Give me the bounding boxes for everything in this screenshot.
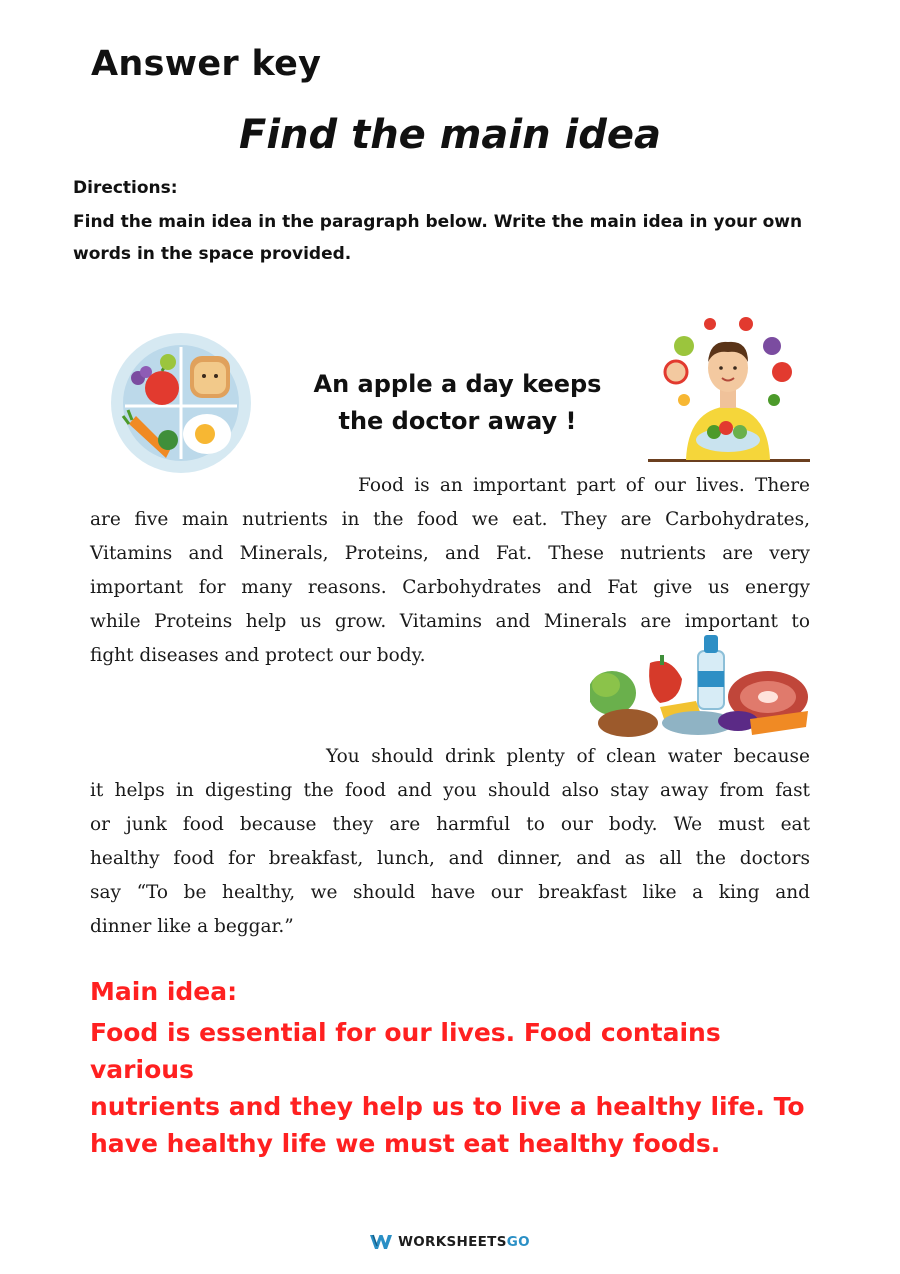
directions-label: Directions:	[73, 178, 178, 198]
directions-text: Find the main idea in the paragraph below. Write the main idea in your own words in the space provided.	[73, 212, 803, 264]
paragraph-2-line: it helps in digesting the food and you should also stay away from fast	[90, 780, 810, 801]
paragraph-1-line: fight diseases and protect our body.	[90, 645, 426, 666]
headline-line-2: the doctor away !	[338, 407, 577, 435]
paragraph-2-line: or junk food because they are harmful to our body. We must eat	[90, 814, 810, 835]
main-idea-line: nutrients and they help us to live a healthy life. To	[90, 1092, 805, 1121]
paragraph-2-line: healthy food for breakfast, lunch, and dinner, and as all the doctors	[90, 848, 810, 869]
page-title: Find the main idea	[239, 112, 661, 158]
headline	[300, 366, 615, 440]
paragraph-1-line: are five main nutrients in the food we eat. They are Carbohydrates,	[90, 509, 810, 530]
paragraph-2	[90, 740, 810, 944]
worksheetsgo-logo-icon	[370, 1234, 392, 1250]
food-plate-illustration	[110, 332, 252, 474]
boy-eating-salad-illustration	[648, 310, 810, 462]
paragraph-1-line: while Proteins help us grow. Vitamins and Minerals are important to	[90, 611, 810, 632]
paragraph-1-line: Food is an important part of our lives. There	[358, 475, 810, 496]
paragraph-2-line: dinner like a beggar.”	[90, 916, 294, 937]
main-idea-label: Main idea:	[90, 977, 238, 1006]
groceries-illustration	[590, 635, 810, 737]
main-idea-line: Food is essential for our lives. Food contains various	[90, 1018, 721, 1084]
main-idea-answer	[90, 1014, 820, 1162]
brand-name	[398, 1234, 530, 1250]
paragraph-1-line: important for many reasons. Carbohydrates and Fat give us energy	[90, 577, 810, 598]
headline-line-1: An apple a day keeps	[313, 370, 602, 398]
brand-name-part-1: WORKSHEETS	[398, 1234, 507, 1250]
footer	[0, 1234, 900, 1254]
paragraph-2-line: You should drink plenty of clean water because	[326, 746, 810, 767]
main-idea-line: have healthy life we must eat healthy foods.	[90, 1129, 721, 1158]
paragraph-1-line: Vitamins and Minerals, Proteins, and Fat. These nutrients are very	[90, 543, 810, 564]
brand-name-part-2: GO	[506, 1234, 530, 1250]
answer-key-heading: Answer key	[91, 44, 322, 84]
paragraph-2-line: say “To be healthy, we should have our breakfast like a king and	[90, 882, 810, 903]
